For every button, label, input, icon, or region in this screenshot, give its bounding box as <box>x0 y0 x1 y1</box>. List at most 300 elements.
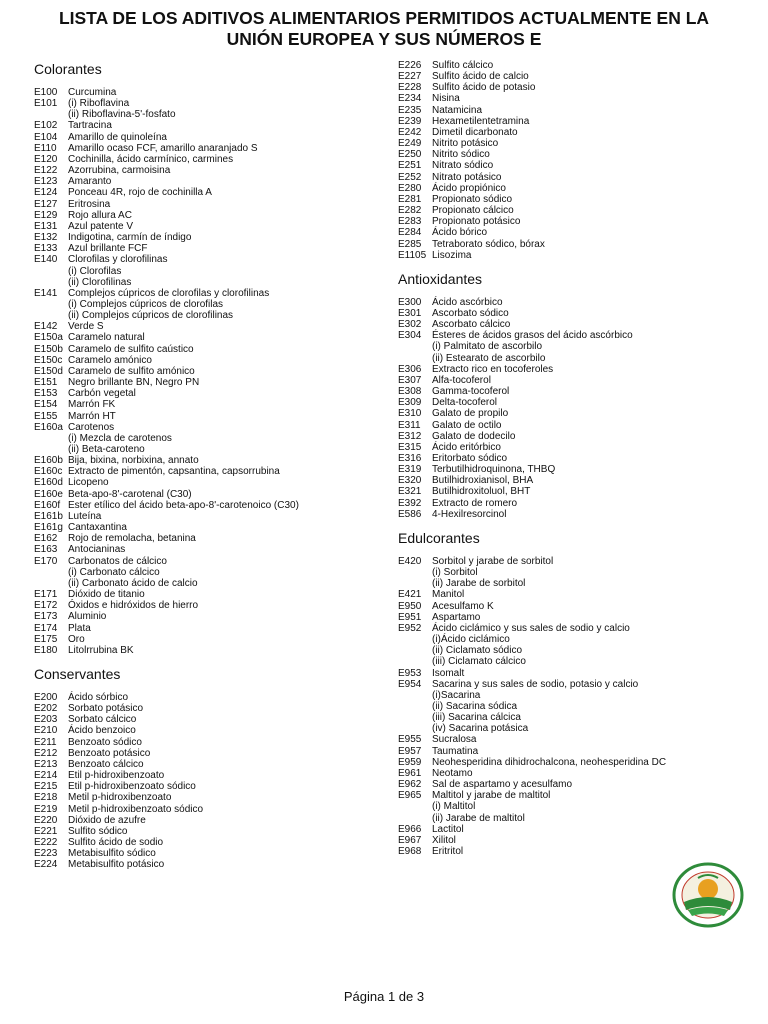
additive-code: E153 <box>34 388 58 400</box>
list-item <box>398 138 748 149</box>
title-line-1: LISTA DE LOS ADITIVOS ALIMENTARIOS PERMITIDOS ACTUALMENTE EN LA <box>58 8 710 28</box>
list-item <box>398 160 748 171</box>
additive-name: Cantaxantina <box>68 522 127 534</box>
additive-code: E586 <box>398 508 422 520</box>
list-item <box>34 109 374 120</box>
additive-code: E250 <box>398 149 422 161</box>
conservantes-list <box>34 692 374 871</box>
list-item <box>398 319 748 330</box>
additive-code: E180 <box>34 644 58 656</box>
additive-name: Etil p-hidroxibenzoato sódico <box>68 781 196 793</box>
list-item <box>34 288 374 299</box>
additive-code: E220 <box>34 814 58 826</box>
additive-code: E133 <box>34 243 58 255</box>
additive-name: Caramelo natural <box>68 332 145 344</box>
additive-name: Butilhidroxianisol, BHA <box>432 475 534 487</box>
additive-code: E950 <box>398 600 422 612</box>
additive-name: Azul brillante FCF <box>68 243 148 255</box>
additive-code: E392 <box>398 497 422 509</box>
additive-name: Dióxido de azufre <box>68 814 146 826</box>
additive-name: Marrón HT <box>68 410 116 422</box>
additive-name: Extracto rico en tocoferoles <box>432 363 554 375</box>
additive-name: Neohesperidina dihidrochalcona, neohesperidina DC <box>432 756 667 768</box>
additive-name: Luteína <box>68 510 102 522</box>
additive-code: E308 <box>398 386 422 398</box>
additive-code: E140 <box>34 254 58 266</box>
additive-name: Ácido eritórbico <box>432 441 501 453</box>
list-item <box>34 544 374 555</box>
additive-name: Propionato cálcico <box>432 205 514 217</box>
additive-name: Azorrubina, carmoisina <box>68 165 171 177</box>
list-item <box>398 172 748 183</box>
list-item <box>398 408 748 419</box>
additive-code: E102 <box>34 120 58 132</box>
additive-code: E283 <box>398 216 422 228</box>
additive-name: Extracto de romero <box>432 497 518 509</box>
additive-code: E954 <box>398 678 422 690</box>
additive-code: E155 <box>34 410 58 422</box>
additive-code: E101 <box>34 98 58 110</box>
page-title <box>0 8 768 50</box>
additive-name: Nisina <box>432 93 460 105</box>
additive-code: E280 <box>398 182 422 194</box>
additive-name: Oro <box>68 633 85 645</box>
additive-name: (i) Clorofilas <box>68 265 122 277</box>
additive-name: Maltitol y jarabe de maltitol <box>432 790 551 802</box>
additive-name: (i) Maltitol <box>432 801 476 813</box>
additive-code: E227 <box>398 71 422 83</box>
additive-code: E951 <box>398 611 422 623</box>
colorantes-list <box>34 87 374 656</box>
additive-code: E151 <box>34 377 58 389</box>
additive-name: Sulfito cálcico <box>432 60 494 71</box>
additive-code: E300 <box>398 296 422 308</box>
additive-code: E173 <box>34 611 58 623</box>
list-item <box>34 634 374 645</box>
additive-name: (ii) Riboflavina-5'-fosfato <box>68 109 176 121</box>
additive-code: E200 <box>34 691 58 703</box>
additive-code: E966 <box>398 823 422 835</box>
list-item <box>34 444 374 455</box>
additive-code: E222 <box>34 837 58 848</box>
list-item <box>398 127 748 138</box>
list-item <box>34 589 374 600</box>
list-item <box>398 690 748 701</box>
list-item <box>398 183 748 194</box>
list-item <box>398 623 748 634</box>
list-item <box>398 341 748 352</box>
additive-code: E160a <box>34 421 63 433</box>
additive-code: E961 <box>398 767 422 779</box>
list-item <box>398 71 748 82</box>
additive-name: Sulfito sódico <box>68 825 128 837</box>
additive-code: E123 <box>34 176 58 188</box>
list-item <box>398 824 748 835</box>
list-item <box>34 611 374 622</box>
additive-name: Sucralosa <box>432 734 477 746</box>
list-item <box>34 645 374 656</box>
additive-code: E110 <box>34 142 57 154</box>
additive-code: E306 <box>398 363 422 375</box>
additive-code: E952 <box>398 622 422 634</box>
list-item <box>34 388 374 399</box>
list-item <box>34 815 374 826</box>
list-item <box>398 846 748 857</box>
left-column <box>34 60 374 870</box>
list-item <box>34 154 374 165</box>
additive-name: Extracto de pimentón, capsantina, capsorrubina <box>68 466 280 478</box>
additive-code: E309 <box>398 397 422 409</box>
additive-code: E172 <box>34 600 58 612</box>
additive-name: Propionato potásico <box>432 216 521 228</box>
list-item <box>34 703 374 714</box>
additive-code: E281 <box>398 193 422 205</box>
additive-name: (ii) Beta-caroteno <box>68 444 145 455</box>
additive-name: Rojo de remolacha, betanina <box>68 533 196 545</box>
list-item <box>398 464 748 475</box>
list-item <box>34 321 374 332</box>
list-item <box>34 366 374 377</box>
additive-code: E965 <box>398 790 422 802</box>
list-item <box>34 837 374 848</box>
additive-name: Ácido bórico <box>432 227 488 239</box>
list-item <box>398 442 748 453</box>
list-item <box>398 453 748 464</box>
list-item <box>398 297 748 308</box>
additive-name: Hexametilentetramina <box>432 115 530 127</box>
additive-code: E421 <box>398 589 422 601</box>
additive-code: E315 <box>398 441 422 453</box>
additive-name: Aspartamo <box>432 611 481 623</box>
additive-name: Cochinilla, ácido carmínico, carmines <box>68 153 234 165</box>
additive-name: Etil p-hidroxibenzoato <box>68 770 165 782</box>
list-item <box>34 714 374 725</box>
additive-code: E203 <box>34 714 58 726</box>
additive-name: Sal de aspartamo y acesulfamo <box>432 779 573 791</box>
list-item <box>398 790 748 801</box>
additive-name: Antocianinas <box>68 544 126 556</box>
additive-name: (iii) Ciclamato cálcico <box>432 656 526 668</box>
list-item <box>34 344 374 355</box>
additive-code: E302 <box>398 319 422 331</box>
title-line-2: UNIÓN EUROPEA Y SUS NÚMEROS E <box>226 29 542 49</box>
list-item <box>398 556 748 567</box>
list-item <box>34 455 374 466</box>
additive-name: Nitrito potásico <box>432 138 499 150</box>
additive-name: Neotamo <box>432 767 473 779</box>
additive-name: Rojo allura AC <box>68 209 132 221</box>
list-item <box>398 386 748 397</box>
additive-name: (ii) Estearato de ascorbilo <box>432 352 546 364</box>
list-item <box>34 176 374 187</box>
additive-name: Dióxido de titanio <box>68 589 145 601</box>
additive-name: Nitrito sódico <box>432 149 490 161</box>
list-item <box>398 746 748 757</box>
list-item <box>34 859 374 870</box>
additive-code: E312 <box>398 430 422 442</box>
list-item <box>34 737 374 748</box>
additive-code: E161b <box>34 510 63 522</box>
list-item <box>34 411 374 422</box>
additive-name: Galato de propilo <box>432 408 509 420</box>
additive-name: Curcumina <box>68 87 117 98</box>
list-item <box>34 578 374 589</box>
additive-name: Ester etílico del ácido beta-apo-8'-carotenoico (C30) <box>68 499 299 511</box>
list-item <box>398 116 748 127</box>
additive-name: Xilitol <box>432 834 456 846</box>
additive-name: Lactitol <box>432 823 464 835</box>
additive-name: (i) Palmitato de ascorbilo <box>432 341 543 353</box>
additive-name: Caramelo de sulfito amónico <box>68 365 195 377</box>
list-item <box>398 194 748 205</box>
additive-name: Tartracina <box>68 120 112 132</box>
additive-name: Litolrrubina BK <box>68 644 134 656</box>
additive-name: Amaranto <box>68 176 112 188</box>
additive-name: Carotenos <box>68 421 115 433</box>
additive-code: E957 <box>398 745 422 757</box>
list-item <box>34 623 374 634</box>
list-item <box>34 433 374 444</box>
list-item <box>34 98 374 109</box>
additive-code: E285 <box>398 238 422 250</box>
list-item <box>398 420 748 431</box>
additive-code: E1105 <box>398 249 427 261</box>
section-heading-conservantes: Conservantes <box>34 665 121 682</box>
list-item <box>34 748 374 759</box>
additive-code: E968 <box>398 846 422 857</box>
additive-code: E170 <box>34 555 58 567</box>
additive-name: (iii) Sacarina cálcica <box>432 712 521 724</box>
additive-name: Caramelo amónico <box>68 354 152 366</box>
list-item <box>34 725 374 736</box>
list-item <box>398 723 748 734</box>
additive-name: Metil p-hidroxibenzoato sódico <box>68 803 204 815</box>
additive-code: E953 <box>398 667 422 679</box>
additive-code: E321 <box>398 486 422 498</box>
additive-name: Benzoato potásico <box>68 747 151 759</box>
additive-name: Aluminio <box>68 611 107 623</box>
additive-code: E307 <box>398 374 422 386</box>
additive-name: Metabisulfito potásico <box>68 859 165 871</box>
additive-code: E320 <box>398 475 422 487</box>
list-item <box>398 82 748 93</box>
additive-name: Propionato sódico <box>432 193 513 205</box>
additive-code: E212 <box>34 747 58 759</box>
additive-name: Isomalt <box>432 667 465 679</box>
list-item <box>34 567 374 578</box>
list-item <box>34 466 374 477</box>
additive-name: Eritorbato sódico <box>432 453 508 464</box>
section-heading-edulcorantes: Edulcorantes <box>398 529 480 546</box>
additive-name: Natamicina <box>432 104 483 116</box>
additive-code: E104 <box>34 131 58 143</box>
additive-code: E150a <box>34 332 63 344</box>
list-item <box>34 310 374 321</box>
list-item <box>398 656 748 667</box>
additive-name: Gamma-tocoferol <box>432 386 510 398</box>
additive-code: E154 <box>34 399 58 411</box>
list-item <box>398 330 748 341</box>
list-item <box>398 227 748 238</box>
list-item <box>34 299 374 310</box>
additive-code: E284 <box>398 227 422 239</box>
additive-code: E174 <box>34 622 58 634</box>
additive-code: E223 <box>34 848 58 860</box>
list-item <box>398 712 748 723</box>
additive-code: E129 <box>34 209 58 221</box>
list-item <box>398 757 748 768</box>
list-item <box>34 399 374 410</box>
additive-name: Benzoato sódico <box>68 736 142 748</box>
additive-name: Eritritol <box>432 846 464 857</box>
list-item <box>398 734 748 745</box>
additive-name: Terbutilhidroquinona, THBQ <box>432 464 556 476</box>
additive-code: E214 <box>34 770 58 782</box>
additive-name: Plata <box>68 622 91 634</box>
list-item <box>34 770 374 781</box>
additive-name: Carbón vegetal <box>68 388 136 400</box>
additive-name: Marrón FK <box>68 399 116 411</box>
additive-code: E251 <box>398 160 422 172</box>
list-item <box>34 522 374 533</box>
additive-name: Galato de octilo <box>432 419 502 431</box>
list-item <box>34 132 374 143</box>
additive-name: Ácido ciclámico y sus sales de sodio y calcio <box>432 622 630 634</box>
additive-code: E213 <box>34 758 58 770</box>
additive-code: E141 <box>34 287 58 299</box>
additive-name: Óxidos e hidróxidos de hierro <box>68 600 199 612</box>
list-item <box>34 210 374 221</box>
list-item <box>34 243 374 254</box>
additive-name: Sorbato cálcico <box>68 714 137 726</box>
list-item <box>398 601 748 612</box>
additive-code: E311 <box>398 419 421 431</box>
list-item <box>398 835 748 846</box>
additive-code: E150c <box>34 354 63 366</box>
list-item <box>398 779 748 790</box>
additive-name: Lisozima <box>432 249 472 261</box>
additive-code: E234 <box>398 93 422 105</box>
additive-name: Ácido ascórbico <box>432 296 503 308</box>
additive-code: E959 <box>398 756 422 768</box>
additive-name: Galato de dodecilo <box>432 430 516 442</box>
organization-logo <box>672 862 744 928</box>
list-item <box>398 93 748 104</box>
additive-name: Sorbitol y jarabe de sorbitol <box>432 555 554 567</box>
list-item <box>398 645 748 656</box>
section-heading-antioxidantes: Antioxidantes <box>398 270 483 287</box>
page-footer: Página 1 de 3 <box>343 989 425 1004</box>
additive-name: (i)Sacarina <box>432 689 481 701</box>
additive-name: Benzoato cálcico <box>68 758 144 770</box>
list-item <box>34 199 374 210</box>
list-item <box>34 477 374 488</box>
additive-code: E160f <box>34 499 61 511</box>
additive-code: E160e <box>34 488 63 500</box>
additive-code: E242 <box>398 126 422 138</box>
additive-code: E162 <box>34 533 58 545</box>
additive-code: E235 <box>398 104 422 116</box>
additive-code: E224 <box>34 859 58 871</box>
additive-name: Nitrato sódico <box>432 160 494 172</box>
list-item <box>398 634 748 645</box>
additive-name: Ascorbato cálcico <box>432 319 511 331</box>
additive-name: Metabisulfito sódico <box>68 848 156 860</box>
additive-name: (ii) Jarabe de maltitol <box>432 812 525 824</box>
additive-name: (i) Mezcla de carotenos <box>68 432 172 444</box>
additive-name: Sorbato potásico <box>68 703 144 715</box>
list-item <box>398 589 748 600</box>
list-item <box>398 105 748 116</box>
additive-code: E160d <box>34 477 63 489</box>
additive-code: E420 <box>398 555 422 567</box>
additive-code: E226 <box>398 60 422 71</box>
additive-name: (ii) Ciclamato sódico <box>432 645 523 657</box>
additive-name: Beta-apo-8'-carotenal (C30) <box>68 488 192 500</box>
list-item <box>398 375 748 386</box>
list-item <box>398 768 748 779</box>
additive-code: E150d <box>34 365 63 377</box>
additive-code: E175 <box>34 633 58 645</box>
additive-name: (i) Riboflavina <box>68 98 130 110</box>
list-item <box>398 578 748 589</box>
additive-code: E171 <box>34 589 58 601</box>
additive-code: E131 <box>34 220 58 232</box>
additive-name: Sacarina y sus sales de sodio, potasio y calcio <box>432 678 639 690</box>
list-item <box>398 364 748 375</box>
additive-code: E249 <box>398 138 422 150</box>
list-item <box>398 397 748 408</box>
additive-name: Amarillo de quinoleína <box>68 131 167 143</box>
list-item <box>34 221 374 232</box>
additive-name: Eritrosina <box>68 198 111 210</box>
additive-name: 4-Hexilresorcinol <box>432 508 507 520</box>
list-item <box>34 355 374 366</box>
additive-name: Metil p-hidroxibenzoato <box>68 792 172 804</box>
additive-code: E124 <box>34 187 58 199</box>
list-item <box>34 377 374 388</box>
additive-name: Verde S <box>68 321 104 333</box>
list-item <box>398 509 748 520</box>
list-item <box>398 431 748 442</box>
additive-code: E142 <box>34 321 58 333</box>
additive-name: Sulfito ácido de calcio <box>432 71 529 83</box>
list-item <box>34 120 374 131</box>
list-item <box>34 600 374 611</box>
additive-name: (i)Ácido ciclámico <box>432 634 510 646</box>
list-item <box>34 792 374 803</box>
additive-name: (ii) Jarabe de sorbitol <box>432 578 526 590</box>
additive-name: Ácido sórbico <box>68 691 129 703</box>
additive-code: E319 <box>398 464 422 476</box>
additive-name: Nitrato potásico <box>432 171 502 183</box>
additive-name: Acesulfamo K <box>432 600 494 612</box>
list-item <box>34 489 374 500</box>
list-item <box>34 232 374 243</box>
additive-code: E163 <box>34 544 58 556</box>
list-item <box>34 165 374 176</box>
list-item <box>398 149 748 160</box>
additive-name: Sulfito ácido de sodio <box>68 837 164 848</box>
additive-code: E160b <box>34 455 63 467</box>
additive-code: E301 <box>398 307 422 319</box>
list-item <box>398 60 748 71</box>
additive-code: E282 <box>398 205 422 217</box>
additive-name: Manitol <box>432 589 465 601</box>
additive-name: (ii) Clorofilinas <box>68 276 132 288</box>
additive-name: Tetraborato sódico, bórax <box>432 238 545 250</box>
additive-name: Taumatina <box>432 745 479 757</box>
